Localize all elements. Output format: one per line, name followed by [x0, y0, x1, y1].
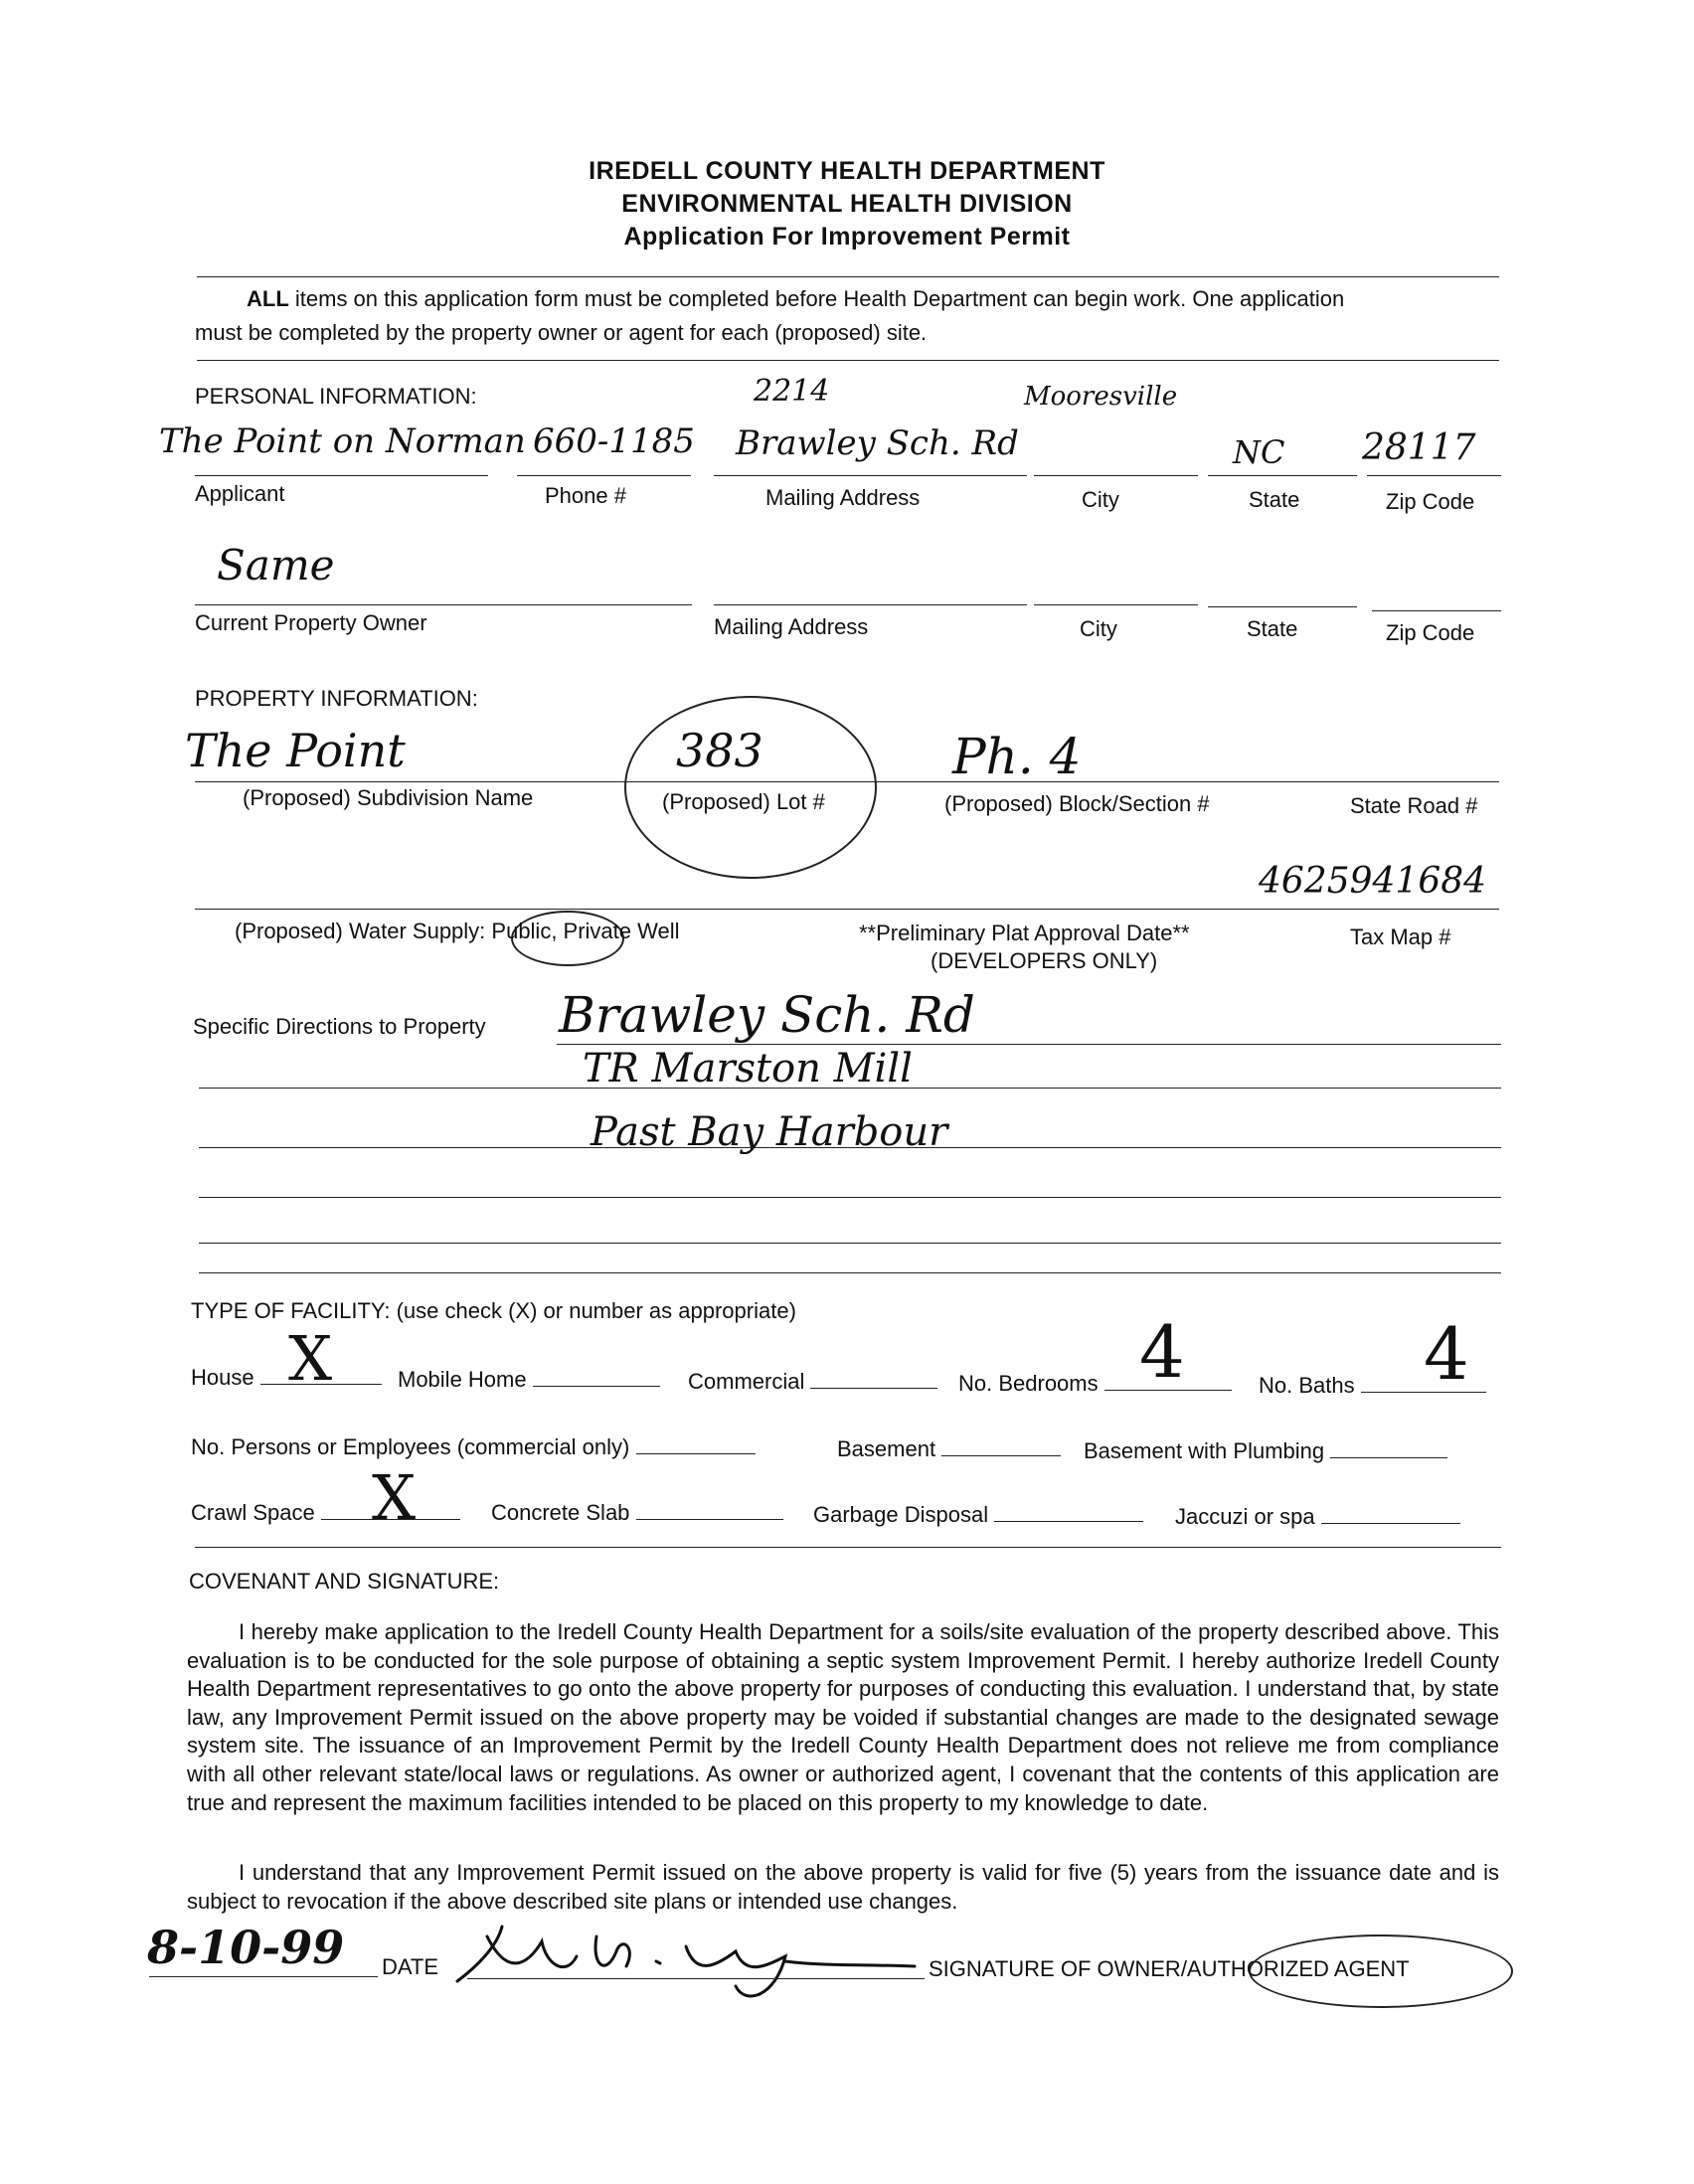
label-state-road: State Road #: [1350, 793, 1478, 818]
owner-city-line: [1034, 604, 1198, 605]
label-basement-plumb: [1084, 1437, 1447, 1464]
personal-heading: PERSONAL INFORMATION:: [195, 384, 477, 409]
water-line: [195, 909, 1499, 910]
property-heading: PROPERTY INFORMATION:: [195, 686, 478, 711]
label-basement-text: Basement: [837, 1436, 936, 1461]
directions-line-6: [199, 1272, 1501, 1273]
label-jacuzzi: [1175, 1503, 1460, 1530]
directions-line-3: [199, 1147, 1501, 1148]
label-directions: Specific Directions to Property: [193, 1014, 486, 1039]
hw-address-number: 2214: [754, 374, 830, 409]
hw-phone: 660-1185: [533, 421, 695, 461]
label-owner-city: City: [1080, 616, 1117, 641]
basement-plumb-blank: [1330, 1437, 1447, 1458]
label-owner-mailing: Mailing Address: [714, 614, 869, 639]
label-block: (Proposed) Block/Section #: [944, 791, 1210, 816]
label-mailing: Mailing Address: [765, 485, 921, 510]
hw-subdivision: The Point: [185, 724, 406, 777]
label-zip: Zip Code: [1386, 489, 1475, 514]
hw-taxmap: 4625941684: [1259, 861, 1487, 902]
phone-line: [517, 475, 691, 476]
facility-rule: [195, 1547, 1501, 1548]
slab-blank: [636, 1499, 783, 1520]
label-state: State: [1249, 487, 1300, 512]
label-slab-text: Concrete Slab: [491, 1500, 630, 1525]
hw-lot: 383: [676, 724, 763, 777]
owner-state-line: [1208, 606, 1357, 607]
mobile-blank: [533, 1366, 660, 1387]
covenant-heading: COVENANT AND SIGNATURE:: [189, 1569, 500, 1594]
label-commercial: [688, 1368, 937, 1395]
hw-bedrooms: 4: [1139, 1310, 1185, 1394]
intro-rule: [197, 360, 1499, 361]
date-line: [149, 1976, 378, 1977]
directions-line-4: [199, 1197, 1501, 1198]
label-plat-dev: (DEVELOPERS ONLY): [931, 948, 1158, 973]
hw-directions-3: Past Bay Harbour: [591, 1109, 948, 1155]
directions-line-1: [557, 1044, 1501, 1045]
hw-crawl-check: X: [372, 1461, 417, 1534]
hw-date: 8-10-99: [147, 1921, 345, 1974]
signature-drawing: [447, 1907, 944, 2006]
intro-bold: ALL: [247, 286, 289, 311]
label-owner-zip: Zip Code: [1386, 620, 1475, 645]
hw-zip: 28117: [1362, 427, 1476, 468]
applicant-line: [195, 475, 488, 476]
hw-address-street: Brawley Sch. Rd: [736, 423, 1019, 463]
state-line: [1208, 475, 1357, 476]
label-persons-text: No. Persons or Employees (commercial only): [191, 1434, 630, 1459]
label-owner: Current Property Owner: [195, 610, 427, 635]
label-slab: [491, 1499, 783, 1526]
label-crawl-text: Crawl Space: [191, 1500, 315, 1525]
header-line-2: ENVIRONMENTAL HEALTH DIVISION: [621, 190, 1073, 218]
subdivision-line: [195, 781, 1499, 782]
hw-directions-1: Brawley Sch. Rd: [559, 986, 975, 1044]
zip-line: [1367, 475, 1501, 476]
label-commercial-text: Commercial: [688, 1369, 805, 1394]
label-mobile: [398, 1366, 660, 1393]
jacuzzi-blank: [1321, 1503, 1460, 1524]
label-basement: [837, 1435, 1061, 1462]
owner-mailing-line: [714, 604, 1027, 605]
label-baths-text: No. Baths: [1259, 1373, 1355, 1398]
mailing-line: [714, 475, 1027, 476]
label-lot: (Proposed) Lot #: [662, 789, 825, 814]
label-bedrooms: [958, 1370, 1232, 1397]
label-signature: SIGNATURE OF OWNER/AUTHORIZED AGENT: [929, 1956, 1410, 1981]
label-jacuzzi-text: Jaccuzi or spa: [1175, 1504, 1315, 1529]
owner-line: [195, 604, 692, 605]
label-subdivision: (Proposed) Subdivision Name: [243, 785, 534, 810]
city-line: [1034, 475, 1198, 476]
header-rule: [197, 276, 1499, 277]
label-bedrooms-text: No. Bedrooms: [958, 1371, 1099, 1396]
header-line-3: Application For Improvement Permit: [623, 223, 1071, 251]
intro-line-2: must be completed by the property owner or agent for each (proposed) site.: [195, 320, 928, 345]
basement-blank: [941, 1435, 1061, 1456]
facility-heading: TYPE OF FACILITY: (use check (X) or number as appropriate): [191, 1298, 796, 1323]
hw-house-check: X: [288, 1322, 333, 1395]
label-owner-state: State: [1247, 616, 1298, 641]
label-house: [191, 1364, 382, 1391]
label-garbage-text: Garbage Disposal: [813, 1502, 989, 1527]
label-water: (Proposed) Water Supply: Public, Private Well: [235, 919, 680, 943]
intro-line-1: [247, 286, 1344, 312]
commercial-blank: [810, 1368, 937, 1389]
signature-line: [467, 1978, 925, 1979]
hw-baths: 4: [1424, 1312, 1469, 1396]
label-crawl: [191, 1499, 460, 1526]
label-persons: [191, 1433, 756, 1460]
covenant-paragraph-2: I understand that any Improvement Permit issued on the above property is valid for five (5) years from the issuance date and is subject to revocation if the above described site plans or intended use changes.: [187, 1860, 1499, 1914]
directions-line-2: [199, 1088, 1501, 1089]
hw-state: NC: [1233, 433, 1285, 471]
covenant-paragraph-1: I hereby make application to the Iredell County Health Department for a soils/site evaluation of the property described above. This evaluation is to be conducted for the sole purpose of obtaining a septic system Improvement Permit. I hereby authorize Iredell County Health Department representatives to go onto the above property for purposes of conducting this evaluation. I understand that, by state law, any Improvement Permit issued on the above property may be voided if substantial changes are made to the designated sewage system site. The issuance of an Improvement Permit by the Iredell County Health Department does not relieve me from compliance with all other relevant state/local laws or regulations. As owner or authorized agent, I covenant that the contents of this application are true and represent the maximum facilities intended to be placed on this property to my knowledge to date.: [187, 1619, 1499, 1815]
label-plat: **Preliminary Plat Approval Date**: [859, 921, 1190, 945]
hw-city: Mooresville: [1024, 382, 1178, 412]
label-date: DATE: [382, 1954, 439, 1979]
hw-block: Ph. 4: [952, 728, 1082, 785]
label-house-text: House: [191, 1365, 254, 1390]
label-phone: Phone #: [545, 483, 626, 508]
persons-blank: [636, 1433, 756, 1454]
intro-rest: items on this application form must be completed before Health Department can begin work. One application: [288, 286, 1345, 311]
label-mobile-text: Mobile Home: [398, 1367, 527, 1392]
label-basement-plumb-text: Basement with Plumbing: [1084, 1438, 1325, 1463]
owner-zip-line: [1372, 610, 1501, 611]
garbage-blank: [994, 1501, 1143, 1522]
label-applicant: Applicant: [195, 481, 285, 506]
hw-owner: Same: [217, 541, 335, 589]
hw-directions-2: TR Marston Mill: [583, 1046, 913, 1092]
label-taxmap: Tax Map #: [1350, 924, 1451, 949]
label-garbage: [813, 1501, 1143, 1528]
hw-applicant: The Point on Norman: [159, 421, 526, 461]
directions-line-5: [199, 1243, 1501, 1244]
label-city: City: [1082, 487, 1119, 512]
header-line-1: IREDELL COUNTY HEALTH DEPARTMENT: [589, 157, 1105, 185]
